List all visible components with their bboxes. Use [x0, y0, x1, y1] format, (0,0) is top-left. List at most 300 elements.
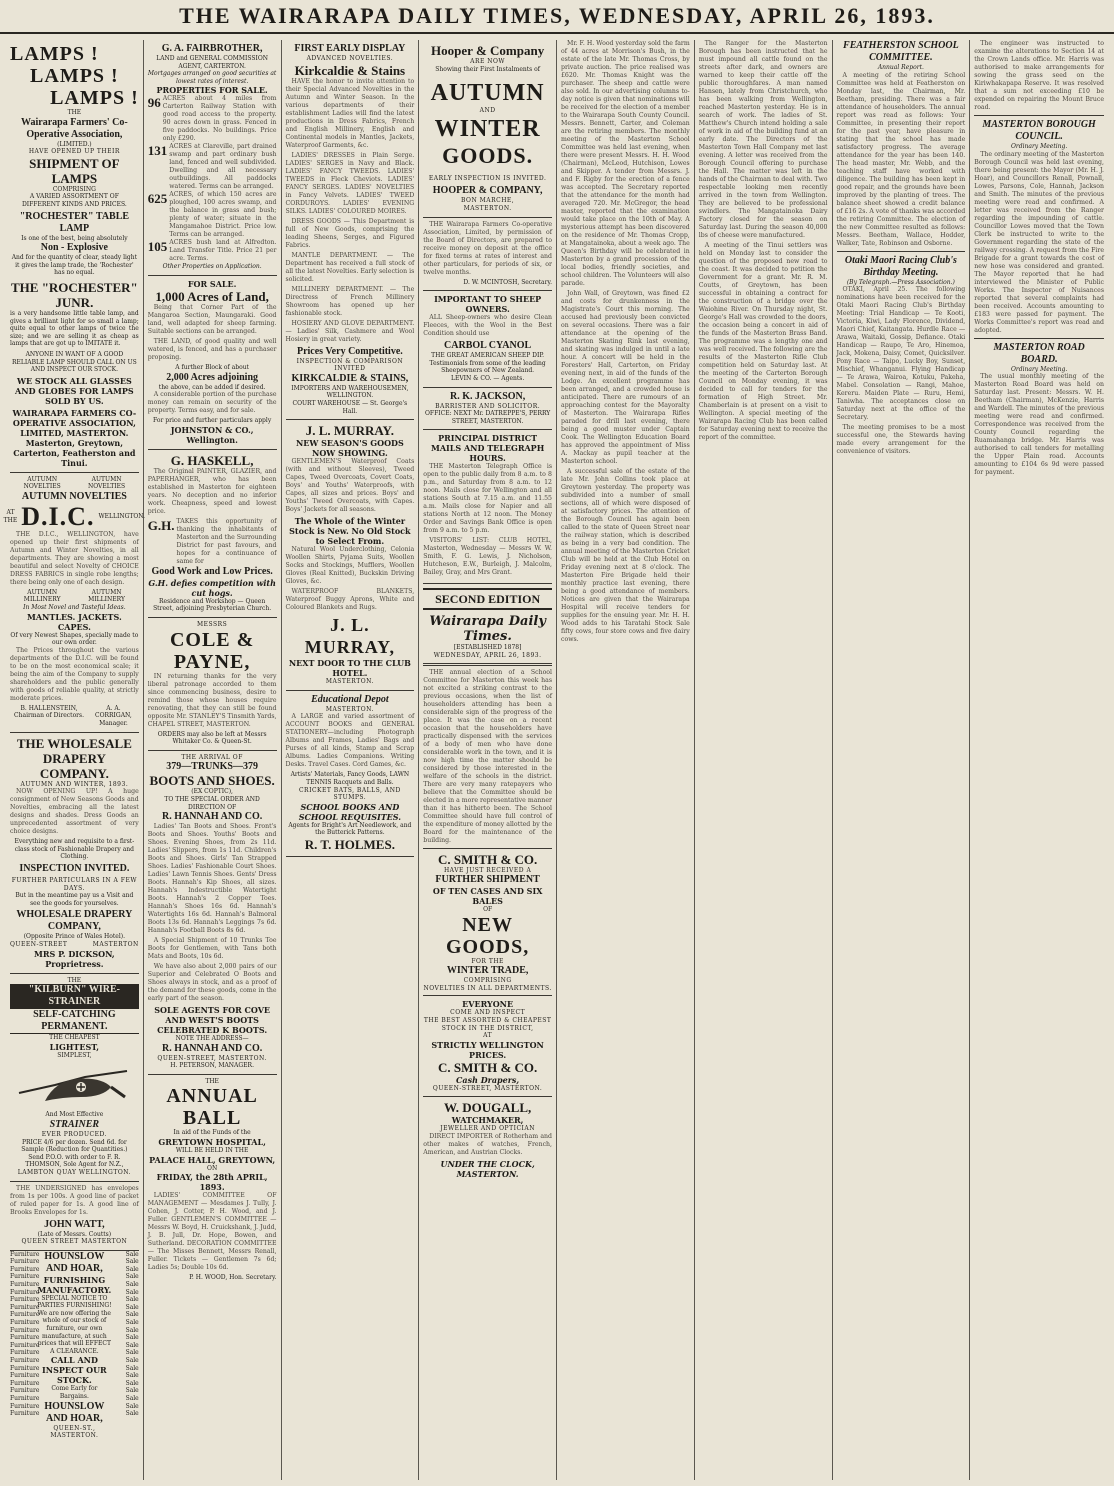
comprising-label: COMPRISING	[52, 185, 96, 193]
best-stock: THE BEST ASSORTED & CHEAPEST STOCK IN THE DISTRICT,	[423, 1017, 552, 1032]
hannah-manager: H. PETERSON, MANAGER.	[170, 1062, 254, 1070]
local-news-4: The Ranger for the Masterton Borough has been instructed that he must impound all cattle found on the streets after dark, and owners are warned to keep their cattle off the public thoroughfares. A man named Hansen, lately from Christchurch, who has been walking from Wellington, reached Masterton yesterday. He is in search of work. The ladies of St. Matthew's Church intend holding a sale of work in aid of the building fund at an early date. The Directors of the Masterton Town Hall Company met last evening. A letter was received from the Borough Council offering to purchase the Hall. The matter was left in the hands of the Chairman to deal with. Two respectable looking men recently arrived in the town from Wellington. They are believed to be professional swindlers. The Mangatainoka Dairy Factory closed for the season on Saturday last. During the season 40,000 lbs of cheese were manufactured.	[698, 40, 828, 239]
one-of-best: Is one of the best, being absolutely	[21, 234, 128, 242]
edition-date: WEDNESDAY, APRIL 26, 1893.	[433, 651, 542, 659]
special-shipment: A Special Shipment of 10 Trunks Toe Boots for Gentlemen, with Tans both Mats and Boots, 10s 6d.	[147, 937, 277, 961]
sale-word: Sale	[125, 1319, 139, 1327]
gentlemens-text: GENTLEMEN'S Waterproof Coats (with and without Sleeves), Tweed Capes, Tweed Overcoats, Covert Coats, Boys' and Youths' Waterproofs, with Capes, all sizes and prices. Boys' and Youths' Tweed Overcoats, with Capes. Boys' Jackets for all seasons.	[285, 458, 415, 514]
light-note: And for the quantity of clear, steady light it gives the lamp trade, the 'Rochester' has no equal.	[11, 254, 138, 277]
acres-title: 1,000 Acres of Land,	[155, 288, 269, 304]
kirk-addr: IMPORTERS AND WAREHOUSEMEN, WELLINGTON.	[291, 384, 409, 400]
cheap-bargains: Come Early for Bargains.	[51, 1385, 98, 1401]
boots-shoes: BOOTS AND SHOES.	[149, 773, 275, 789]
court-warehouse: COURT WAREHOUSE — St. George's Hall.	[292, 399, 408, 415]
furniture-word: Furniture	[10, 1357, 40, 1364]
furniture-word: Furniture	[10, 1349, 40, 1357]
jackson-advert	[423, 388, 552, 431]
kirkcaldie-name: Kirkcaldie & Stains	[294, 62, 406, 78]
association-name: Wairarapa Farmers' Co-Operative Association,	[21, 116, 128, 140]
goods-word: GOODS.	[442, 142, 534, 168]
sale-word: Sale	[125, 1311, 139, 1319]
cheapest: THE CHEAPEST	[49, 1034, 100, 1042]
furniture-word: Furniture	[10, 1402, 40, 1410]
furniture-word: Furniture	[10, 1319, 40, 1327]
smith-street: QUEEN-STREET, MASTERTON.	[432, 1084, 543, 1092]
for-the: FOR THE	[471, 957, 504, 965]
cash-sale: SPECIAL NOTICE TO PARTIES FURNISHING!	[37, 1294, 112, 1310]
footwear-list: Ladies' Tan Boots and Shoes. Front's Boots and Shoes. Youths' Boots and Shoes. Evening Shoes, from 2s 11d. Ladies' Slippers, from 1s 11d. Children's Boots and Shoes. Girls' Tan Strapped Shoes. Ladies' Fashionable Court Shoes. Ladies' Lawn Tennis Shoes. Gents' Dress Boots. Hannah's Kip Shoes, all sizes. Hannah's Indestructible Watertight Boots. Hannah's 2 Copper Toes. Hannah's Shoes 16s 6d. Hannah's Watertights 16s 6d. Hannah's Balmoral Boots 13s 6d. Hannah's Leggings 7s 6d. Hannah's Football Boots 8s 6d.	[147, 823, 277, 935]
have-opened: HAVE OPENED UP THEIR	[28, 148, 120, 156]
column-6	[695, 40, 833, 1480]
winter-word: WINTER	[434, 115, 541, 142]
proprietress: MRS P. DICKSON, Proprietress.	[34, 948, 115, 969]
stock-sale: We are now offering the whole of our stock of furniture, our own manufacture, at such prices that will EFFECT A CLEARANCE.	[37, 1309, 111, 1355]
mails-text: THE Masterton Telegraph Office is open to the public daily from 8 a.m. to 8 p.m., and Saturday from 8 a.m. to 12 noon. Mails close for Wellington and all stations South at 7.15 a.m. and 11.55 a.m. Mails close for Napier and all stations North at 12 noon. The Money Order and Savings Bank Office is open from 9 a.m. to 5 p.m.	[423, 463, 552, 535]
furniture-word: Furniture	[10, 1281, 40, 1289]
sheep-text: ALL Sheep-owners who desire Clean Fleeces, with the Wool in the Best Condition should use	[423, 314, 552, 338]
furniture-word: Furniture	[10, 1258, 40, 1266]
prices-competitive: Prices Very Competitive.	[296, 345, 403, 357]
council-ordinary: Ordinary Meeting.	[1010, 143, 1068, 150]
dougall-direct: DIRECT IMPORTER of Rotherham and other makes of watches, French, American, and Austrian Clocks.	[423, 1133, 552, 1157]
non-explosive: Non - Explosive	[40, 242, 108, 254]
murray-advert	[286, 420, 415, 691]
defies: G.H. defies competition with cut hogs.	[148, 577, 276, 598]
educational-depot: Educational Depot	[311, 693, 389, 705]
watt-advert	[10, 1182, 139, 1251]
p625-num: 625	[147, 191, 168, 207]
variety-label: A VARIED ASSORTMENT OF DIFFERENT KINDS AND PRICES.	[21, 193, 127, 208]
sale-word: Sale	[125, 1326, 139, 1334]
waterproof-blankets: WATERPROOF BLANKETS, Waterproof Buggy Aprons, White and Coloured Blankets and Rugs.	[285, 588, 415, 612]
gh-initials: G.H.	[147, 517, 175, 533]
sale-word: Sale	[125, 1250, 139, 1258]
queen-street: QUEEN-STREET	[10, 940, 68, 948]
winter-trade: WINTER TRADE,	[446, 965, 529, 977]
sale-word: Sale	[125, 1410, 139, 1418]
showing: Showing their First Instalments of	[435, 65, 540, 73]
gh-text: TAKES this opportunity of thanking the inhabitants of Masterton and the Surrounding District for past favours, and hopes for a continuance of same for	[176, 517, 277, 565]
lamps-heading-2: LAMPS !	[30, 65, 119, 87]
terms-note: A considerable portion of the purchase money can remain on security of the property. Terms easy, and for sale.	[147, 391, 277, 415]
mantles-line: MANTLES. JACKETS. CAPES.	[26, 611, 122, 632]
further-particulars: FURTHER PARTICULARS IN A FEW DAYS.	[11, 877, 137, 892]
ten-cases: OF TEN CASES AND SIX BALES	[432, 886, 543, 907]
furniture-word: Furniture	[10, 1387, 40, 1395]
on-label: ON	[207, 1164, 218, 1172]
dress-goods: DRESS GOODS — This Department is full of New Goods, comprising the leading Sheens, Serges, and Figured Fabrics.	[285, 217, 415, 249]
opposite-note: (Opposite Prince of Wales Hotel).	[23, 933, 126, 941]
cole-orders: ORDERS may also be left at Messrs Whitaker Co. & Queen-St.	[157, 730, 267, 746]
the-label-3: THE	[205, 1077, 219, 1085]
cricket: CRICKET BATS, BALLS, AND STUMPS.	[298, 786, 401, 802]
anyone-note: ANYONE IN WANT OF A GOOD RELIABLE LAMP SHOULD CALL ON US AND INSPECT OUR STOCK.	[12, 350, 137, 374]
educational-depot-advert	[286, 691, 415, 857]
sale-word: Sale	[125, 1281, 139, 1289]
local-news-5: A meeting of the Tinui settlers was held on Monday last to consider the question of the proposed new road to the coast. It was decided to petition the Government for a grant. Mr. R. M. Coutts, of Greytown, has been successful in obtaining a contract for the construction of a bridge over the Waiohine River. On Thursday night, St. George's Hall was crowded to the doors, the occasion being a concert in aid of the funds of the Masterton Brass Band. The programme was a lengthy one and was well received. The following are the results of the Masterton Rifle Club competition held on Saturday last. At the meeting of the Carterton Borough Council on Monday evening, it was decided to call for tenders for the formation of High Street. Mr. Chamberlain is at present on a visit to Wellington. A special meeting of the Wairarapa Racing Club has been called for Saturday evening next to receive the report of the committee.	[698, 242, 828, 441]
at-the: AT THE	[3, 509, 18, 524]
inspection-comparison: INSPECTION & COMPARISON INVITED	[296, 357, 404, 373]
sale-word: Sale	[125, 1341, 139, 1349]
most-effective: And Most Effective	[45, 1111, 104, 1119]
kilburn-heading: "KILBURN" WIRE-STRAINER	[10, 984, 139, 1008]
fairbrother-name: G. A. FAIRBROTHER,	[161, 43, 263, 54]
are-now: ARE NOW	[470, 58, 506, 65]
lamps-heading-3: LAMPS !	[50, 87, 139, 109]
wholesale-advert	[10, 733, 139, 974]
mails-notice	[423, 430, 552, 584]
lamps-heading-1: LAMPS !	[10, 43, 99, 65]
newest-shapes: In Most Novel and Tasteful Ideas.	[23, 604, 126, 612]
wfca-ltd: WAIRARAPA FARMERS CO-OPERATIVE ASSOCIATION, LIMITED, MASTERTON.	[12, 407, 137, 438]
furniture-word: Furniture	[10, 1288, 40, 1296]
column-1	[3, 40, 146, 1480]
hannah-advert	[148, 751, 277, 1075]
school-books: SCHOOL BOOKS AND SCHOOL REQUISITES.	[298, 801, 402, 822]
hosiery-dept: HOSIERY AND GLOVE DEPARTMENT. — Ladies' Silk, Cashmere and Wool Hosiery in great variety.	[285, 319, 415, 343]
kilburn-advert	[10, 974, 139, 1182]
hannah-name: R. HANNAH AND CO.	[161, 811, 263, 823]
haskell-name: G. HASKELL,	[170, 452, 254, 468]
artists: Artists' Materials, Fancy Goods, LAWN TENNIS Racquets and Balls.	[290, 771, 410, 786]
smith-comprising: COMPRISING	[463, 977, 512, 985]
furniture-sale-advert	[10, 1251, 139, 1440]
established: [ESTABLISHED 1878]	[453, 644, 522, 652]
jackson-name: R. K. JACKSON,	[449, 390, 526, 402]
dougall-name: W. DOUGALL,	[443, 1100, 532, 1116]
column-5	[557, 40, 695, 1480]
annual-ball-advert	[148, 1075, 277, 1286]
autumn-left: AUTUMN NOVELTIES	[23, 475, 61, 491]
borough-council-heading: MASTERTON BOROUGH COUNCIL.	[982, 119, 1096, 142]
kirkcaldie-advert	[286, 40, 415, 420]
autumn-novelties: AUTUMN NOVELTIES	[21, 490, 127, 502]
further-block: A further Block of about	[175, 363, 249, 371]
watt-name: JOHN WATT,	[44, 1218, 105, 1230]
under-clock: UNDER THE CLOCK, MASTERTON.	[440, 1159, 535, 1180]
lambton-quay: LAMBTON QUAY WELLINGTON.	[17, 1168, 132, 1176]
novelties-all: NOVELTIES IN ALL DEPARTMENTS.	[423, 984, 552, 992]
strainer-word: STRAINER	[49, 1118, 100, 1130]
dic-text: THE D.I.C., WELLINGTON, have opened up their first shipments of Autumn and Winter Novelties, in all departments. They are showing a most beautiful and select Novelty of CHOICE DRESS FABRICS in single robe lengths; there being only one of each design.	[10, 530, 139, 586]
sale-word: Sale	[125, 1379, 139, 1387]
furniture-word: Furniture	[10, 1250, 40, 1258]
new-season: NEW SEASON'S GOODS NOW SHOWING.	[295, 438, 404, 459]
road-ordinary: Ordinary Meeting.	[1010, 365, 1068, 373]
acres-2000: 2,000 Acres adjoining	[166, 371, 259, 383]
sale-word: Sale	[125, 1364, 139, 1372]
featherston-heading: FEATHERSTON SCHOOL COMMITTEE.	[843, 40, 959, 63]
hounslow-title: HOUNSLOW AND HOAR,	[44, 1250, 105, 1274]
the-label: THE	[67, 109, 82, 116]
sale-word: Sale	[125, 1273, 139, 1281]
wellington-prices: STRICTLY WELLINGTON PRICES.	[431, 1039, 544, 1060]
smith-name-2: C. SMITH & CO.	[437, 1059, 538, 1075]
wire-strainer-illustration	[15, 1063, 133, 1107]
whole-stock: The Whole of the Winter Stock is New. No Old Stock to Select From.	[289, 516, 411, 547]
cash-drapers: Cash Drapers,	[456, 1074, 520, 1085]
kirk-text: HAVE the honor to invite attention to their Special Advanced Novelties in the Autumn and Winter Season. In the various departments of their establishment Ladies will find the latest productions in Dress Fabrics, French and English Millinery, English and Continental models in Mantles, Jackets, Waterproof Garments, &c.	[285, 77, 415, 149]
hounslow-title-2: HOUNSLOW AND HOAR,	[44, 1400, 105, 1424]
road-board-intro: The engineer was instructed to examine the alterations to Section 14 at the Crown Lands office. Mr. Harris was authorised to make arrangements for sowing the grass seed on the Kiriwhakapapa Reserve. It was resolved that a sum not exceeding £10 be expended on repairing the Mount Bruce road.	[974, 40, 1104, 111]
limited-label: (LIMITED.)	[57, 140, 92, 148]
deposits-notice	[423, 218, 552, 292]
greytown-hospital: GREYTOWN HOSPITAL,	[158, 1137, 266, 1148]
smith-name: C. SMITH & CO.	[437, 851, 538, 867]
in-aid: In aid of the Funds of the	[173, 1129, 251, 1137]
sale-word: Sale	[125, 1387, 139, 1395]
important-sheep: IMPORTANT TO SHEEP OWNERS.	[434, 294, 542, 315]
other-props: Other Properties on Application.	[162, 263, 262, 271]
sale-word: Sale	[125, 1334, 139, 1342]
ball-text: LADIES' COMMITTEE OF MANAGEMENT — Mesdames J. Tully, J. Cohen, J. Cotter, P. H. Wood, and J. Fuller. GENTLEMEN'S COMMITTEE — Messrs W. Boyd, H. Cruickshank, J. Judd, J. B. Jull, Dr. Hope, Bowen, and Sutherland. DECORATION COMMITTEE — The Misses Bennett, Messrs Renall, Fuller. Tickets — Gentlemen 7s 6d; Ladies 5s; Double 10s 6d.	[147, 1192, 277, 1272]
dougall-advert	[423, 1097, 552, 1183]
ed-addr: MASTERTON.	[325, 705, 374, 713]
will-be-held: WILL BE HELD IN THE	[175, 1147, 249, 1155]
ex-coptic: (EX COPTIC),	[191, 788, 233, 796]
johnston: JOHNSTON & CO., Wellington.	[170, 424, 254, 445]
column-3	[282, 40, 420, 1480]
of-label: OF	[483, 906, 493, 914]
masthead	[0, 0, 1114, 34]
bon-marche: BON MARCHE,	[461, 197, 515, 205]
autumn-winter: AUTUMN AND WINTER, 1893.	[20, 780, 129, 788]
undersigned-text: THE UNDERSIGNED has envelopes from 1s per 100s. A good line of packet of ruled paper for 1s. A good line of Brooks Envelopes for 1s.	[10, 1184, 139, 1216]
visitors-list: VISITORS' LIST: CLUB HOTEL, Masterton, Wednesday — Messrs W. W. Smith, F. G. Lewis, J. Nicholson, Hutcheson, E.W., Burleigh, J. Malcolm, Bailey, Gray, and Mrs Grant.	[423, 537, 552, 577]
cole-name: COLE &	[169, 628, 255, 651]
haskell-advert	[148, 450, 277, 618]
hooper-name: Hooper & Company	[431, 43, 545, 58]
road-text: The usual monthly meeting of the Masterton Road Board was held on Saturday last. Present: Messrs. W. H. Beetham (Chairman), McKenzie, Harris and Wardell. The minutes of the previous meeting were read and confirmed. Correspondence was received from the County Council regarding the Ruamahanga bridge. Mr. Harris was authorised to call tenders for metalling the Upper Plain road. Accounts amounting to £104 6s 9d were passed for payment.	[974, 373, 1104, 477]
otaki-text: OTAKI, April 25. The following nominations have been received for the Otaki Maori Racing Club's Birthday Meeting: Trial Handicap — Te Kooti, Victoria, Kiwi, Lady Florence, Dividend, Maori Chief, Kaitangata. Hurdle Race — Arawa, Waitaki, Gossip, Defiance. Otaki Handicap — Raupo, Te Aro, Hinemoa, Jack, Mokena, Daisy, Comet, Quicksilver. Pony Race — Taipo, Lucky Boy, Sunset, Mischief, Whanganui. Flying Handicap — Te Arawa, Wairoa, Kotuku, Pakeha, Mabel. Consolation — Rangi, Mahoe, Kereru. Maiden Plate — Ruru, Hemi, Taniwha. The acceptances close on Saturday next at the office of the Secretary.	[836, 286, 966, 422]
furniture-word: Furniture	[10, 1379, 40, 1387]
note-addr: NOTE THE ADDRESS—	[175, 1035, 249, 1043]
local-news-3: A successful sale of the estate of the late Mr. John Collins took place at Greytown yesterday. The property was subdivided into a number of small sections, all of which were disposed of at satisfactory prices. The attention of the Borough Council has again been called to the state of Queen Street near the railway station, which is described as being in a very bad condition. The annual meeting of the Masterton Cricket Club will be held at the Club Hotel on Friday evening next at 8 o'clock. The Masterton Fire Brigade held their monthly practice last evening, there being a good attendance of members. Notices are given that the Wairarapa Hospital will receive tenders for supplies for the ensuing year. Mr. H. H. Wood adds to his Taratahi Stock Sale fifty cows, four store cows and five dairy cows.	[561, 468, 690, 643]
watchmaker: WATCHMAKER,	[451, 1115, 524, 1126]
furniture-word: Furniture	[10, 1311, 40, 1319]
millinery-left: AUTUMN MILLINERY	[23, 588, 61, 604]
road-board-heading: MASTERTON ROAD BOARD.	[993, 341, 1085, 365]
palace-hall: PALACE HALL, GREYTOWN,	[149, 1154, 276, 1165]
signatory-left: B. HALLENSTEIN, Chairman of Directors.	[14, 704, 85, 720]
furniture-word: Furniture	[10, 1296, 40, 1304]
column-7	[833, 40, 971, 1480]
properties-heading: PROPERTIES FOR SALE.	[156, 85, 268, 96]
carbol-text: THE GREAT AMERICAN SHEEP DIP. Testimonials from some of the leading Sheepowners of New Zealand.	[429, 352, 546, 375]
send-pod: Send P.O.O. with order to F. R. THOMSON, Sole Agent for N.Z.,	[25, 1153, 124, 1169]
furniture-word: Furniture	[10, 1273, 40, 1281]
furniture-word: Furniture	[10, 1334, 40, 1342]
the-land: THE LAND, of good quality and well watered, is fenced, and has a purchaser proposing.	[147, 337, 277, 361]
rochester-junr-heading: THE "ROCHESTER" JUNR.	[10, 279, 138, 310]
mantles-dept: MANTLE DEPARTMENT. — The Department has received a full stock of all the latest Novelties. Early selection is solicited.	[285, 251, 415, 283]
wholesale-title: THE WHOLESALE DRAPERY COMPANY.	[16, 735, 132, 781]
sale-word: Sale	[125, 1258, 139, 1266]
furniture-word: Furniture	[10, 1394, 40, 1402]
featherston-report: A meeting of the retiring School Committee was held at Featherston on Monday last, the Chairman, Mr. Beetham, presiding. There was a fair attendance of householders. The annual report was read as follows: Your Committee, in presenting their report for the past year, have pleasure in stating that the school has made satisfactory progress. The average attendance for the year has been 140. The head master, Mr. Webb, and the teaching staff have worked with diligence. The building has been kept in good repair, and the grounds have been improved by the planting of trees. The balance sheet showed a credit balance of £16 2s. A vote of thanks was accorded the retiring Committee. The election of the new Committee resulted as follows: Messrs. Beetham, Wallace, Hodder, Walker, Tate, Robinson and Osborne.	[836, 71, 966, 247]
holmes: R. T. HOLMES.	[304, 836, 395, 852]
column-4	[419, 40, 557, 1480]
prices-note: The Prices throughout the various departments of the D.I.C. will be found to be on the most economical scale; it being the aim of the Company to supply shareholders and the public generally with goods of reliable quality, at strictly moderate prices.	[10, 646, 139, 702]
local-news-2: John Wall, of Greytown, was fined £2 and costs for drunkenness in the Magistrate's Court this morning. The accused had previously been convicted on several occasions. There was a fair attendance at the opening of the Masterton Skating Rink last evening, and skating was indulged in until a late hour. A concert will be held in the Foresters' Hall, Carterton, on Friday evening next, in aid of the funds of the Lodge. An excellent programme has been arranged, and a crowded house is anticipated. There are rumours of an approaching contest for the Mayoralty of Masterton. The Wairarapa Rifles paraded for drill last evening, there being a good muster under Captain Cook. The Wellington Education Board has approved the appointment of Miss A. Mackay as pupil teacher at the Masterton school.	[561, 290, 690, 465]
sole-agents: SOLE AGENTS FOR COVE AND WEST'S BOOTS	[154, 1005, 271, 1026]
council-text: The ordinary meeting of the Masterton Borough Council was held last evening, there being present: the Mayor (Mr. H. J. Hoar), and Councillors Renall, Pownall, Lowes, Parsons, Cole, Hannah, Jackson and Smith. The minutes of the previous meeting were read and confirmed. A letter was received from the Ranger regarding the impounding of cattle. Councillor Lowes moved that the Town Clerk be instructed to write to the Government regarding the state of the railway crossing. A request from the Fire Brigade for a grant towards the cost of new hose was considered and granted. The Mayor reported that he had interviewed the Minister of Public Works. The Inspector of Nuisances reported that several complaints had been received. Accounts amounting to £183 were passed for payment. The Works Committee's report was read and adopted.	[974, 150, 1104, 334]
barrister: BARRISTER AND SOLICITOR.	[435, 402, 541, 410]
lamps-advert	[10, 40, 139, 473]
hooper-name-2: HOOPER & COMPANY,	[432, 185, 543, 197]
branches: Masterton, Greytown, Carterton, Featherston and Tinui.	[13, 437, 136, 468]
autumn-right: AUTUMN NOVELTIES	[87, 475, 126, 491]
have-just: HAVE JUST RECEIVED A	[443, 866, 532, 874]
acres-text: Being that Corner Part of the Mangaroa Section, Maungaraki. Good land, well adapted for sheep farming. Suitable sections can be arranged.	[147, 303, 277, 335]
hannah-name-2: R. HANNAH AND CO.	[161, 1042, 263, 1054]
payne-name: PAYNE,	[173, 650, 251, 673]
column-8	[970, 40, 1108, 1480]
sale-word: Sale	[125, 1402, 139, 1410]
the-label-2: THE	[67, 976, 82, 984]
sale-word: Sale	[125, 1288, 139, 1296]
local-news-1: Mr. F. H. Wood yesterday sold the farm of 44 acres at Morrison's Bush, in the estate of the late Mr. Thomas Cross, by private auction. The price realised was £620. Mr. Thomas Knight was the purchaser. The sheep and cattle were also sold. In our advertising columns to-day notice is given that nominations will be received for the election of a member to the Wairarapa South County Council. Messrs. Bennett, Carter, and Coleman are the retiring members. The monthly meeting of the Masterton School Committee was held last evening, when there were present Messrs. H. H. Wood (Chairman), McLeod, Hutchison, Lowes and Skipper. A tender from Messrs. J. and F. Rigby for the erection of a fence was accepted. The Secretary reported that the attendance for the month had averaged 720. Mr. McGregor, the head master, reported that the examination would take place on the 10th of May. A mysterious attempt has been discovered on the residence of Mr. Thomas Cropp, at Mangatainoka, about a week ago. The Queen's Birthday will be celebrated in Masterton by a grand procession of the local bodies, friendly societies, and school children. The Volunteers will also parade.	[561, 40, 690, 287]
junr-text: is a very handsome little table lamp, and gives a brilliant light for so small a lamp; quite equal to other lamps of twice the size; and we are selling it as cheap as lamps that are got up to IMITATE it.	[10, 309, 139, 348]
everyone: EVERYONE	[462, 999, 514, 1010]
further-shipment: FURTHER SHIPMENT	[435, 874, 540, 886]
millinery-dept: MILLINERY DEPARTMENT. — The Directress of French Millinery Showroom has opened up her fashionable stock.	[285, 285, 415, 317]
haskell-residence: Residence and Workshop — Queen Street, adjoining Presbyterian Church.	[153, 597, 272, 613]
natural-wool: Natural Wool Underclothing, Celonia Woollen Shirts, Pyjama Suits, Woollen Socks and Stockings, Mufflers, Woollen Gloves (Real Knitted), Buckskin Driving Gloves, &c.	[285, 546, 415, 586]
fairbrother-advert	[148, 40, 277, 276]
early-inspection: EARLY INSPECTION IS INVITED.	[428, 174, 547, 182]
p625-text: ACRES, of which 150 acres are ploughed, 100 acres swamp, and the balance in grass and bush; plenty of water; situate in the Mangamahoe District. Price low. Terms can be arranged.	[169, 191, 277, 239]
annual-report: Annual Report.	[877, 64, 924, 71]
we-have: We have also about 2,000 pairs of our Superior and Celebrated O Boots and Shoes always in stock, and as a proof of the demand for these goods, come in the early part of the season.	[147, 963, 277, 1003]
to-order: TO THE SPECIAL ORDER AND DIRECTION OF	[164, 795, 260, 811]
ball-secretary: P. H. WOOD, Hon. Secretary.	[189, 1274, 277, 1282]
arrival: THE ARRIVAL OF	[181, 753, 243, 761]
jackson-office: OFFICE: NEXT Mr. DATREPPE'S, PERRY STREET, MASTERTON.	[425, 410, 551, 425]
ed-text: A LARGE and varied assortment of ACCOUNT BOOKS and GENERAL STATIONERY—including Photograph Albums and Frames, Ladies' Bags and Purses of all kinds, Stamp and Scrap Albums. Ladies Companions. Writing Desks. Travel Cases. Cord Games, &c.	[285, 713, 415, 769]
p131-num: 131	[147, 143, 168, 159]
fairbrother-agency: LAND and GENERAL COMMISSION AGENT, CARTERTON.	[156, 55, 269, 70]
sale-word: Sale	[125, 1296, 139, 1304]
messrs: MESSRS	[196, 620, 228, 628]
dic-wellington: WELLINGTON.	[98, 513, 146, 521]
mantles-note: Of very Newest Shapes, specially made to our own order.	[10, 631, 139, 647]
kirkcaldie-name-2: KIRKCALDIE & STAINS,	[291, 372, 409, 384]
cole-payne-advert	[148, 618, 277, 751]
now-opening: NOW OPENING UP! A huge consignment of New Seasons Goods and Novelties, embracing all the latest designs and shades. Dress Goods an unprecedented assortment of very choice designs.	[10, 788, 139, 836]
advanced-novelties: ADVANCED NOVELTIES.	[306, 55, 394, 62]
mortgages: Mortgages arranged on good securities at lowest rates of interest.	[147, 70, 277, 85]
hannah-street: QUEEN-STREET, MASTERTON.	[157, 1054, 267, 1062]
page-columns	[3, 40, 1108, 1480]
mcintosh: D. W. MCINTOSH, Secretary.	[463, 278, 552, 286]
sale-word: Sale	[125, 1265, 139, 1273]
new-goods: NEW GOODS,	[446, 913, 530, 958]
murray-name-2: J. L. MURRAY,	[304, 615, 395, 658]
good-work: Good Work and Low Prices.	[151, 565, 273, 577]
lightest: LIGHTEST,	[49, 1041, 100, 1052]
furniture-word: Furniture	[10, 1364, 40, 1372]
column-2	[144, 40, 282, 1480]
hooper-masterton: MASTERTON.	[463, 204, 512, 212]
sale-word: Sale	[125, 1394, 139, 1402]
haskell-trade: The Original PAINTER, GLAZIER, and PAPERHANGER, who has been established in Masterton for eighteen years. No deception and no inferior work. Cheapness, speed and lowest price.	[147, 467, 277, 515]
and-word: AND	[479, 107, 496, 115]
sale-word: Sale	[125, 1303, 139, 1311]
everything-new: Everything new and requisite to a first-class stock of Fashionable Drapery and Clothing.	[14, 838, 135, 861]
principal-mails: PRINCIPAL DISTRICT MAILS AND TELEGRAPH HOURS.	[430, 433, 545, 464]
p96-num: 96	[147, 95, 161, 111]
murray-name: J. L. MURRAY.	[305, 423, 394, 439]
visit-note: But in the meantime pay us a Visit and see the goods for yourselves.	[15, 892, 134, 907]
hooper-advert	[423, 40, 552, 218]
editorial-text: THE annual election of a School Committee for Masterton this week has not excited a striking contrast to the previous occasions, when the list of householders attending has been a considerable sign of the progress of the place. It was the case on a recent occasion that the householders have practically dispensed with the services of a body of men who have done considerable work in the town, and it is now high time the matter should be considered by those interested in the welfare of the schools in the district. There are very many ratepayers who believe that the Committee should be elected in a more representative manner than it has hitherto been. The School Committee should have full control of the expenditure of money allotted by the Board for the maintenance of the building.	[423, 668, 552, 844]
inspection-invited: INSPECTION INVITED.	[19, 863, 130, 874]
smith-advert	[423, 848, 552, 1098]
cole-text: IN returning thanks for the very liberal patronage accorded to them since commencing business, desire to remind those whose houses require renovating, that they can still be found opposite Mr. STANLEY'S Tinsmith Yards, CHAPEL STREET, MASTERTON.	[147, 672, 277, 728]
furniture-word: Furniture	[10, 1303, 40, 1311]
p96-text: ACRES about 4 miles from Carterton Railway Station with good road access to the property. 90 acres down in grass. Fenced in five paddocks. No buildings. Price only £290.	[162, 95, 277, 143]
price-note: For price and further particulars apply	[153, 417, 272, 425]
stock-glasses: WE STOCK ALL GLASSES AND GLOBES FOR LAMPS SOLD BY US.	[15, 375, 134, 406]
dic-logo: D.I.C.	[21, 501, 95, 531]
above: the above, can be added if desired.	[158, 383, 266, 391]
trunks: 379—TRUNKS—379	[166, 761, 258, 773]
strainer-price: PRICE 4/6 per dozen. Send 6d. for Sample (Reduction for Quantities.)	[21, 1138, 128, 1154]
rochester-table-heading: "ROCHESTER" TABLE LAMP	[19, 210, 130, 234]
p105-text: ACRES bush land at Alfredton. Land Transfer Title. Price 21 per acre. Terms.	[169, 239, 277, 263]
watt-late: (Late of Messrs. Coutts)	[37, 1230, 112, 1238]
telegraph-note: (By Telegraph.—Press Association.)	[846, 278, 955, 286]
millinery-right: AUTUMN MILLINERY	[88, 588, 125, 604]
call-inspect: CALL AND INSPECT OUR STOCK.	[42, 1355, 107, 1386]
furniture-word: Furniture	[10, 1265, 40, 1273]
celebrated: CELEBRATED K BOOTS.	[157, 1025, 268, 1036]
furniture-word: Furniture	[10, 1372, 40, 1380]
furniture-column	[10, 1250, 40, 1440]
watt-addr: QUEEN STREET MASTERTON	[21, 1238, 128, 1246]
sale-word: Sale	[125, 1349, 139, 1357]
at-label: AT	[483, 1032, 493, 1040]
autumn-word: AUTUMN	[430, 80, 545, 107]
carbol-cyanol: CARBOL CYANOL	[444, 340, 532, 352]
ed-agents: Agents for Bright's Art Needlework, and the Butterick Patterns.	[288, 821, 412, 837]
next-door: NEXT DOOR TO THE CLUB HOTEL.	[288, 658, 411, 679]
sale-column	[115, 1251, 139, 1440]
signatory-right: A. A. CORRIGAN, Manager.	[95, 704, 132, 728]
fabric-list: LADIES' DRESSES in Plain Serge. LADIES' SERGES in Navy and Black. LADIES' FANCY TWEEDS. LADIES' TWEEDS in Fleck Cheviots. LADIES' FANCY SERGES. LADIES' NOVELTIES in Fancy Velvets. LADIES' TWEED CORDUROYS. LADIES' EVENING SILKS. LADIES' COLOURED MOIRES.	[285, 151, 415, 215]
annual-ball: ANNUAL BALL	[166, 1085, 258, 1130]
editorial-head	[423, 614, 552, 659]
otaki-stewards: The meeting promises to be a most successful one, the Stewards having made every arrangement for the convenience of visitors.	[836, 424, 966, 456]
furnishing: FURNISHING MANUFACTORY.	[37, 1274, 112, 1295]
sheep-dip-advert	[423, 291, 552, 387]
murray-masterton: MASTERTON.	[325, 678, 374, 686]
furniture-word: Furniture	[10, 1410, 40, 1418]
furniture-word: Furniture	[10, 1341, 40, 1349]
hounslow-addr: QUEEN-ST., MASTERTON.	[50, 1424, 99, 1440]
carbol-agent: LEVIN & CO. — Agents.	[450, 374, 525, 382]
land-for-sale-advert	[148, 276, 277, 450]
self-catching: SELF-CATCHING PERMANENT.	[10, 1008, 139, 1034]
first-early: FIRST EARLY DISPLAY	[294, 43, 406, 54]
masterton-label: MASTERTON	[92, 940, 139, 948]
p131-text: ACRES at Clareville, part drained swamp and part ordinary bush land, fenced and well subdivided. Dwelling and all necessary outbuildings. All paddocks watered. Terms can be arranged.	[169, 143, 277, 191]
paper-title: THE WAIRARAPA DAILY TIMES, WEDNESDAY, APRIL 26, 1893.	[179, 3, 935, 28]
jeweller: JEWELLER AND OPTICIAN	[440, 1125, 536, 1133]
shipment-heading: SHIPMENT OF LAMPS	[29, 155, 120, 186]
come-inspect: COME AND INSPECT	[450, 1009, 526, 1017]
